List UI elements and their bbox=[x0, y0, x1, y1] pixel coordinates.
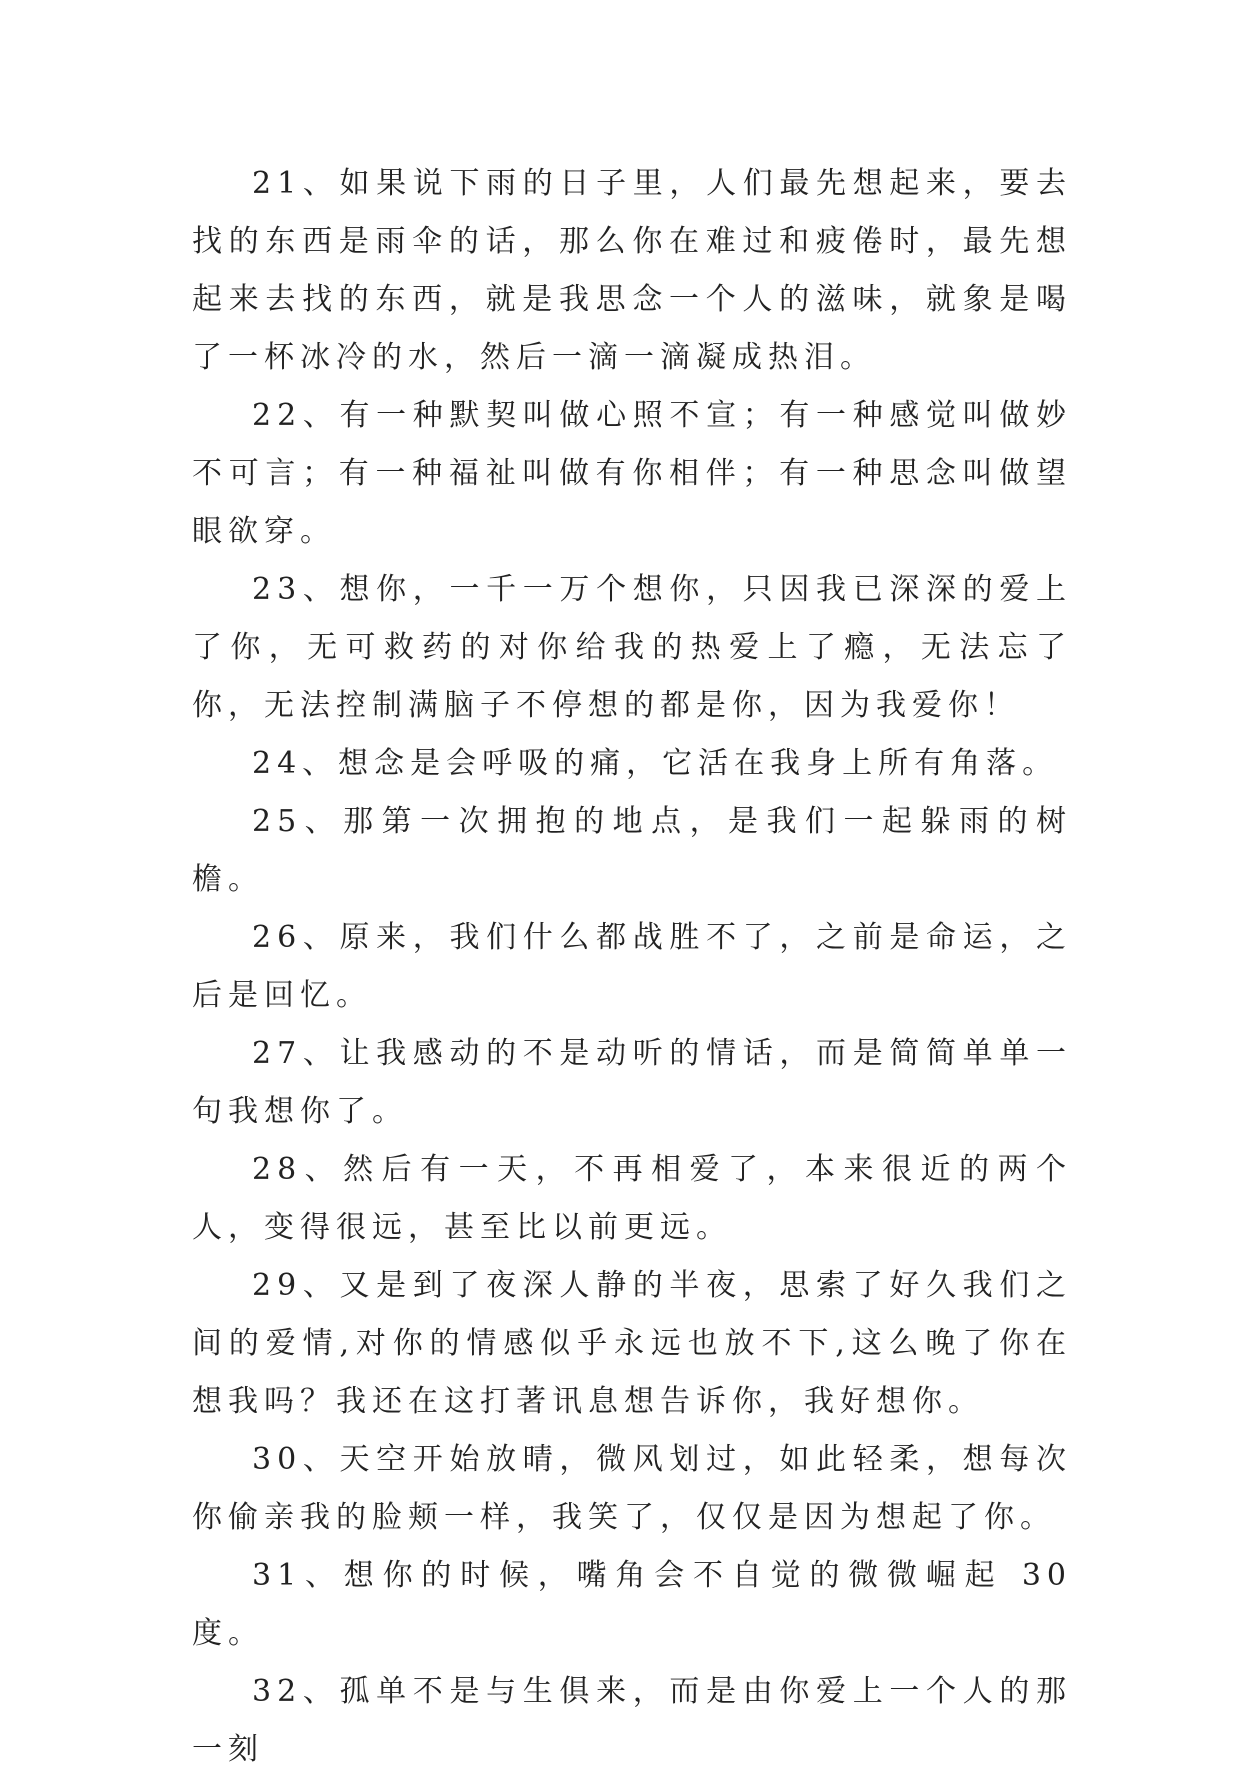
paragraph-31: 31、想你的时候，嘴角会不自觉的微微崛起 30 度。 bbox=[192, 1558, 1072, 1651]
paragraph-25: 25、那第一次拥抱的地点，是我们一起躲雨的树檐。 bbox=[192, 804, 1072, 897]
paragraph-26: 26、原来，我们什么都战胜不了，之前是命运，之后是回忆。 bbox=[192, 920, 1072, 1013]
paragraph-30: 30、天空开始放晴，微风划过，如此轻柔，想每次你偷亲我的脸颊一样，我笑了，仅仅是因为想起了你。 bbox=[192, 1442, 1072, 1535]
document-body bbox=[192, 155, 1072, 1779]
paragraph-32: 32、孤单不是与生俱来，而是由你爱上一个人的那一刻 bbox=[192, 1674, 1072, 1767]
paragraph-29: 29、又是到了夜深人静的半夜，思索了好久我们之间的爱情,对你的情感似乎永远也放不下,这么晚了你在想我吗？我还在这打著讯息想告诉你，我好想你。 bbox=[192, 1268, 1072, 1419]
paragraph-23: 23、想你，一千一万个想你，只因我已深深的爱上了你，无可救药的对你给我的热爱上了瘾，无法忘了你，无法控制满脑子不停想的都是你，因为我爱你！ bbox=[192, 572, 1072, 723]
paragraph-21: 21、如果说下雨的日子里，人们最先想起来，要去找的东西是雨伞的话，那么你在难过和疲倦时，最先想起来去找的东西，就是我思念一个人的滋味，就象是喝了一杯冰冷的水，然后一滴一滴凝成热泪。 bbox=[192, 166, 1072, 375]
paragraph-27: 27、让我感动的不是动听的情话，而是简简单单一句我想你了。 bbox=[192, 1036, 1072, 1129]
paragraph-24: 24、想念是会呼吸的痛，它活在我身上所有角落。 bbox=[252, 746, 1059, 781]
paragraph-28: 28、然后有一天，不再相爱了，本来很近的两个人，变得很远，甚至比以前更远。 bbox=[192, 1152, 1072, 1245]
paragraph-22: 22、有一种默契叫做心照不宣；有一种感觉叫做妙不可言；有一种福祉叫做有你相伴；有一种思念叫做望眼欲穿。 bbox=[192, 398, 1072, 549]
